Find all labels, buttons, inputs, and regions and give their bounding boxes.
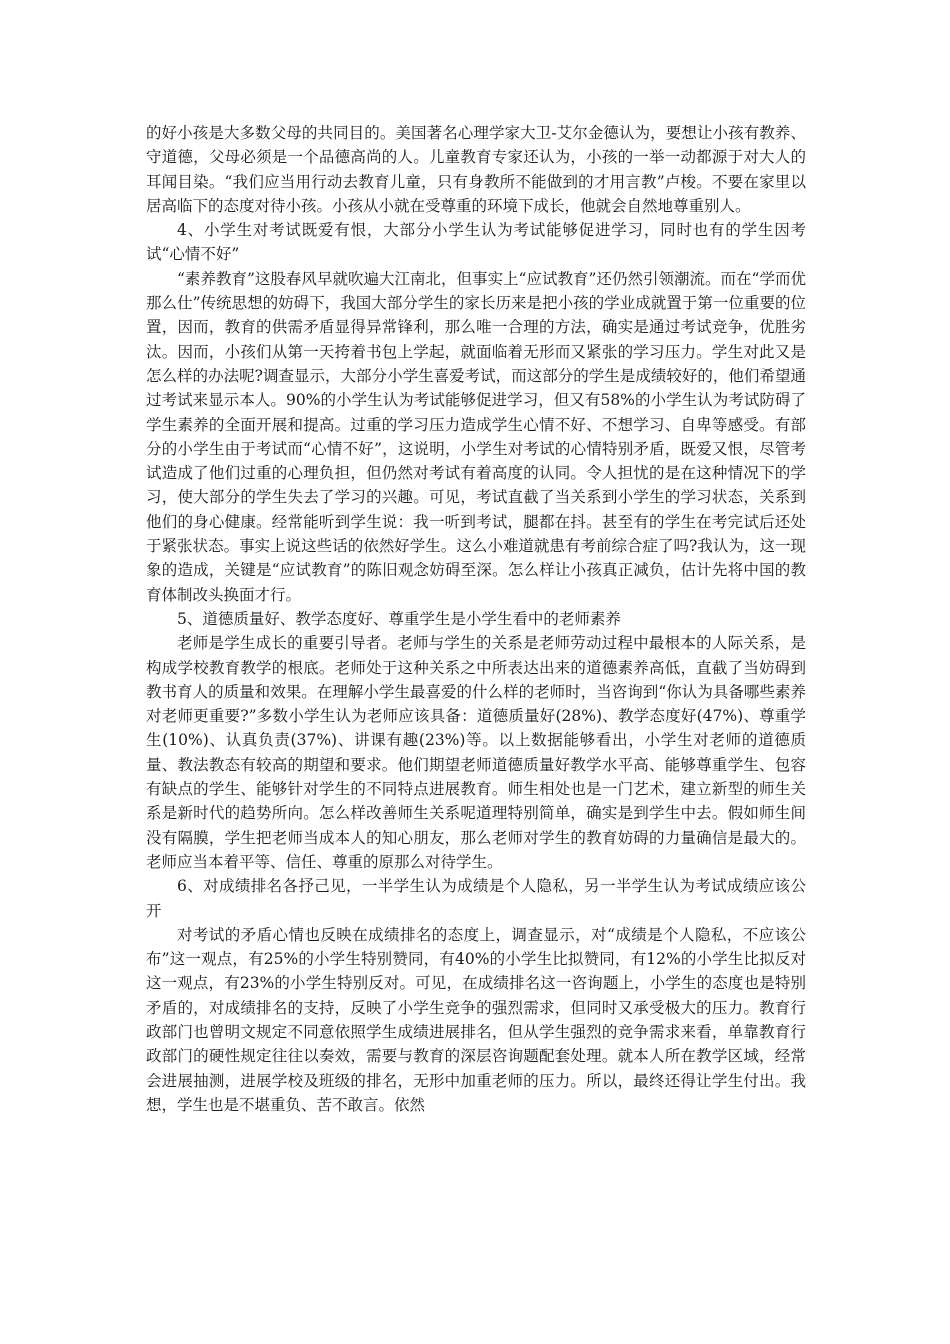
heading-section-4: 4、小学生对考试既爱有恨，大部分小学生认为考试能够促进学习，同时也有的学生因考试“心情不好” — [146, 221, 806, 264]
heading-section-5: 5、道德质量好、教学态度好、尊重学生是小学生看中的老师素养 — [177, 609, 621, 628]
paragraph-intro: 的好小孩是大多数父母的共同目的。美国著名心理学家大卫-艾尔金德认为，要想让小孩有教养、守道德，父母必须是一个品德高尚的人。儿童教育专家还认为，小孩的一举一动都源于对大人的耳闻目染。“我们应当用行动去教育儿童，只有身教所不能做到的才用言教”卢梭。不要在家里以居高临下的态度对待小孩。小孩从小就在受尊重的环境下成长，他就会自然地尊重别人。 — [146, 124, 806, 215]
heading-section-6: 6、对成绩排名各抒己见，一半学生认为成绩是个人隐私，另一半学生认为考试成绩应该公开 — [146, 877, 806, 920]
paragraph-section-6: 对考试的矛盾心情也反映在成绩排名的态度上，调查显示，对“成绩是个人隐私，不应该公布”这一观点，有25%的小学生特别赞同，有40%的小学生比拟赞同，有12%的小学生比拟反对这一观点，有23%的小学生特别反对。可见，在成绩排名这一咨询题上，小学生的态度也是特别矛盾的，对成绩排名的支持，反映了小学生竞争的强烈需求，但同时又承受极大的压力。教育行政部门也曾明文规定不同意依照学生成绩进展排名，但从学生强烈的竞争需求来看，单靠教育行政部门的硬性规定往往以奏效，需要与教育的深层咨询题配套处理。就本人所在教学区域，经常会进展抽测，进展学校及班级的排名，无形中加重老师的压力。所以，最终还得让学生付出。我想，学生也是不堪重负、苦不敢言。依然 — [146, 925, 806, 1114]
paragraph-section-4: “素养教育”这股春风早就吹遍大江南北，但事实上“应试教育”还仍然引领潮流。而在“学而优那么仕”传统思想的妨碍下，我国大部分学生的家长历来是把小孩的学业成就置于第一位重要的位置，因而，教育的供需矛盾显得异常锋利，那么唯一合理的方法，确实是通过考试竞争，优胜劣汰。因而，小孩们从第一天挎着书包上学起，就面临着无形而又紧张的学习压力。学生对此又是怎么样的办法呢?调查显示，大部分小学生喜爱考试，而这部分的学生是成绩较好的，他们希望通过考试来显示本人。90%的小学生认为考试能够促进学习，但又有58%的小学生认为考试防碍了学生素养的全面开展和提高。过重的学习压力造成学生心情不好、不想学习、自卑等感受。有部分的小学生由于考试而“心情不好”，这说明，小学生对考试的心情特别矛盾，既爱又恨，尽管考试造成了他们过重的心理负担，但仍然对考试有着高度的认同。令人担忧的是在这种情况下的学习，使大部分的学生失去了学习的兴趣。可见，考试直截了当关系到小学生的学习状态，关系到他们的身心健康。经常能听到学生说：我一听到考试，腿都在抖。甚至有的学生在考完试后还处于紧张状态。事实上说这些话的依然好学生。这么小难道就患有考前综合症了吗?我认为，这一现象的造成，关键是“应试教育”的陈旧观念妨碍至深。怎么样让小孩真正减负，估计先将中国的教育体制改头换面才行。 — [146, 269, 806, 604]
paragraph-section-5: 老师是学生成长的重要引导者。老师与学生的关系是老师劳动过程中最根本的人际关系，是构成学校教育教学的根底。老师处于这种关系之中所表达出来的道德素养高低，直截了当妨碍到教书育人的质量和效果。在理解小学生最喜爱的什么样的老师时，当咨询到“你认为具备哪些素养对老师更重要?”多数小学生认为老师应该具备：道德质量好(28%)、教学态度好(47%)、尊重学生(10%)、认真负责(37%)、讲课有趣(23%)等。以上数据能够看出，小学生对老师的道德质量、教法教态有较高的期望和要求。他们期望老师道德质量好教学水平高、能够尊重学生、包容有缺点的学生、能够针对学生的不同特点进展教育。师生相处也是一门艺术，建立新型的师生关系是新时代的趋势所向。怎么样改善师生关系呢道理特别简单，确实是到学生中去。假如师生间没有隔膜，学生把老师当成本人的知心朋友，那么老师对学生的教育妨碍的力量确信是最大的。老师应当本着平等、信任、尊重的原那么对待学生。 — [146, 634, 806, 871]
document-page — [146, 121, 806, 1117]
